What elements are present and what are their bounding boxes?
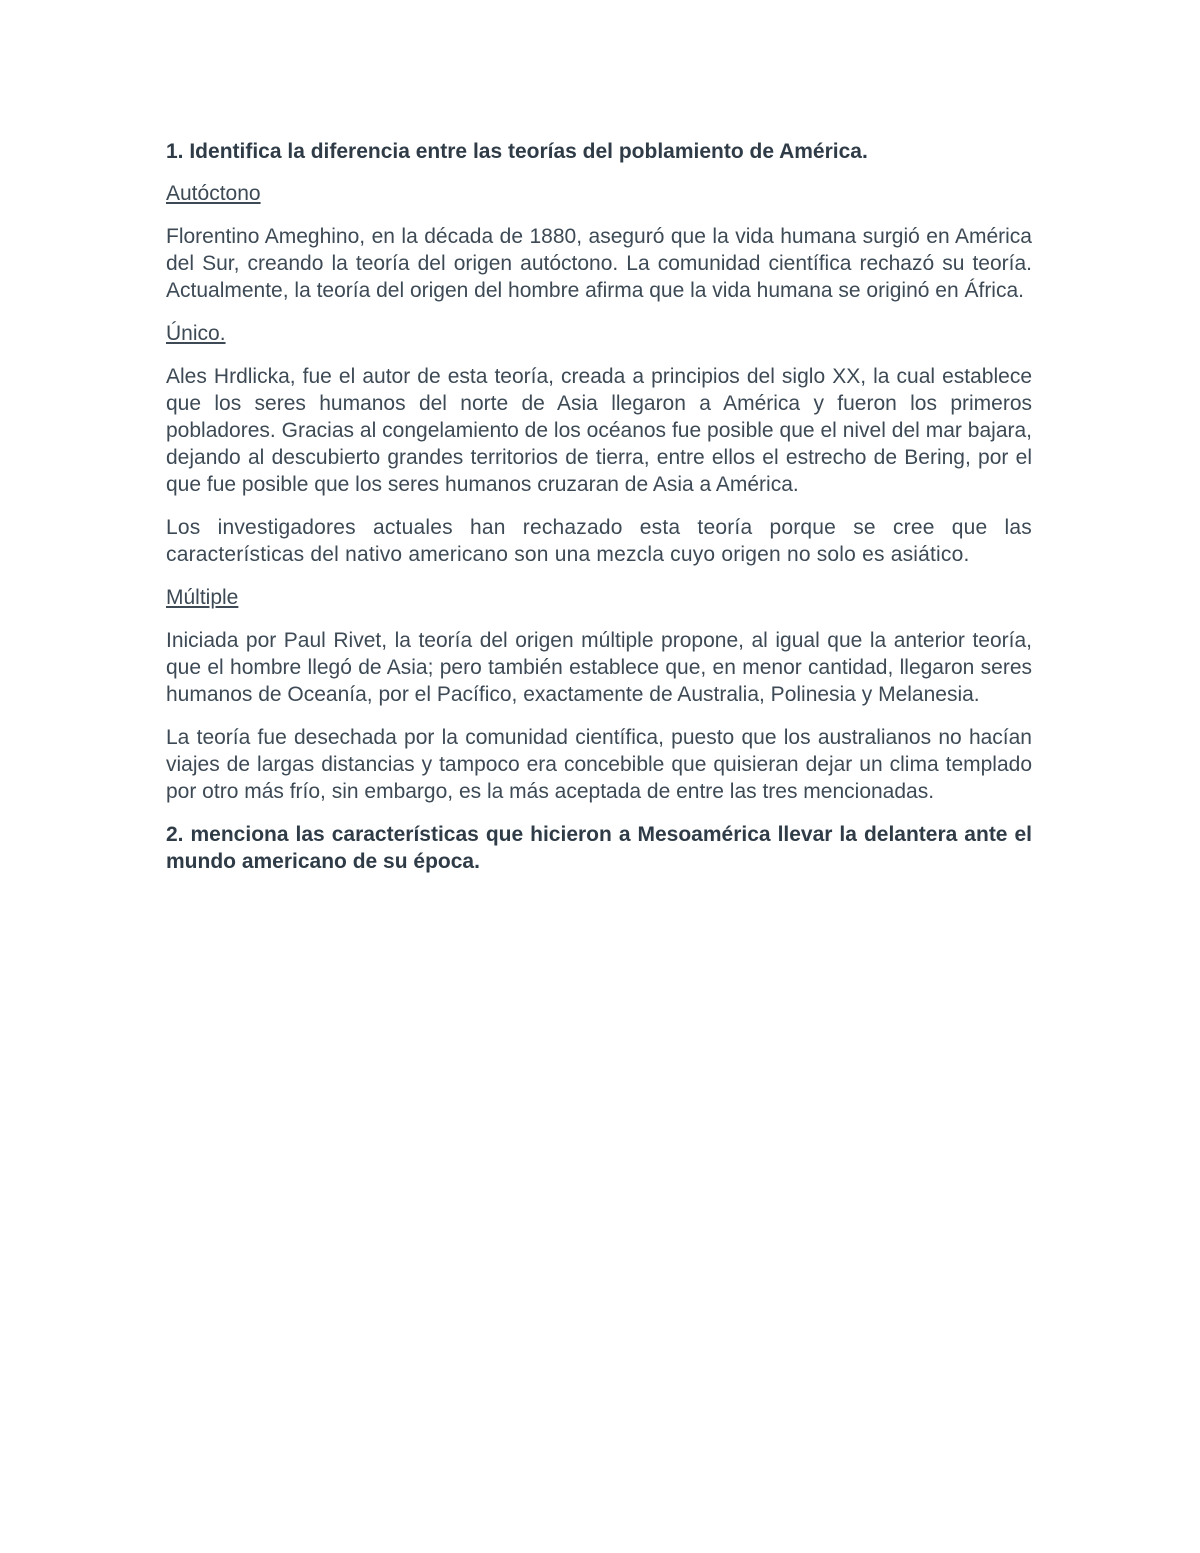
document-page	[166, 138, 1032, 890]
section-title-autoctono: Autóctono	[166, 182, 261, 205]
section-title-unico: Único.	[166, 322, 226, 345]
paragraph-autoctono: Florentino Ameghino, en la década de 1880, aseguró que la vida humana surgió en América del Sur, creando la teoría del origen autóctono. La comunidad científica rechazó su teoría. Actualmente, la teoría del origen del hombre afirma que la vida humana se originó en África.	[166, 225, 1032, 302]
paragraph-unico-1: Ales Hrdlicka, fue el autor de esta teoría, creada a principios del siglo XX, la cual establece que los seres humanos del norte de Asia llegaron a América y fueron los primeros pobladores. Gracias al congelamiento de los océanos fue posible que el nivel del mar bajara, dejando al descubierto grandes territorios de tierra, entre ellos el estrecho de Bering, por el que fue posible que los seres humanos cruzaran de Asia a América.	[166, 365, 1032, 496]
question-1-heading: 1. Identifica la diferencia entre las teorías del poblamiento de América.	[166, 140, 868, 163]
section-title-multiple: Múltiple	[166, 586, 239, 609]
paragraph-multiple-1: Iniciada por Paul Rivet, la teoría del origen múltiple propone, al igual que la anterior teoría, que el hombre llegó de Asia; pero también establece que, en menor cantidad, llegaron seres humanos de Oceanía, por el Pacífico, exactamente de Australia, Polinesia y Melanesia.	[166, 629, 1032, 706]
paragraph-unico-2: Los investigadores actuales han rechazado esta teoría porque se cree que las características del nativo americano son una mezcla cuyo origen no solo es asiático.	[166, 516, 1032, 566]
paragraph-multiple-2: La teoría fue desechada por la comunidad científica, puesto que los australianos no hacían viajes de largas distancias y tampoco era concebible que quisieran dejar un clima templado por otro más frío, sin embargo, es la más aceptada de entre las tres mencionadas.	[166, 726, 1032, 803]
question-2-heading: 2. menciona las características que hicieron a Mesoamérica llevar la delantera ante el mundo americano de su época.	[166, 823, 1032, 873]
